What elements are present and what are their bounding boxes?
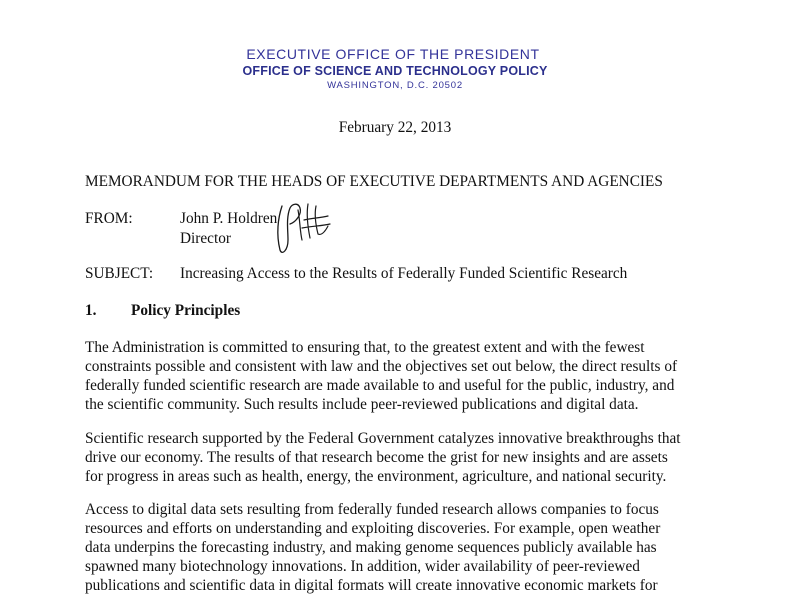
paragraph-line: The Administration is committed to ensuring that, to the greatest extent and with the fewest: [85, 339, 645, 356]
paragraph-line: Scientific research supported by the Federal Government catalyzes innovative breakthroughs that: [85, 430, 681, 447]
paragraph-line: constraints possible and consistent with law and the objectives set out below, the direct results of: [85, 358, 678, 375]
letterhead-agency: OFFICE OF SCIENCE AND TECHNOLOGY POLICY: [242, 64, 548, 78]
paragraph-2: [85, 429, 725, 486]
memo-recipients: MEMORANDUM FOR THE HEADS OF EXECUTIVE DEPARTMENTS AND AGENCIES: [85, 173, 663, 190]
paragraph-line: spawned many biotechnology innovations. In addition, wider availability of peer-reviewed: [85, 558, 640, 575]
from-title: Director: [180, 230, 231, 247]
paragraph-3: [85, 500, 725, 595]
paragraph-line: data underpins the forecasting industry, and making genome sequences publicly available has: [85, 539, 657, 556]
memo-date: February 22, 2013: [338, 119, 452, 136]
handwritten-signature: [272, 200, 334, 256]
paragraph-line: Access to digital data sets resulting from federally funded research allows companies to focus: [85, 501, 659, 518]
section-number: 1.: [85, 302, 97, 319]
subject-text: Increasing Access to the Results of Federally Funded Scientific Research: [180, 265, 628, 282]
paragraph-line: drive our economy. The results of that research become the grist for new insights and are assets: [85, 449, 668, 466]
paragraph-line: resources and efforts on understanding and exploiting discoveries. For example, open weather: [85, 520, 661, 537]
paragraph-1: [85, 338, 725, 414]
from-label: FROM:: [85, 210, 133, 227]
paragraph-line: federally funded scientific research are made available to and useful for the public, industry, and: [85, 377, 675, 394]
paragraph-line: publications and scientific data in digital formats will create innovative economic markets for: [85, 577, 658, 594]
letterhead-address: WASHINGTON, D.C. 20502: [327, 80, 463, 91]
section-title: Policy Principles: [131, 302, 241, 319]
letterhead-office: EXECUTIVE OFFICE OF THE PRESIDENT: [246, 46, 540, 62]
paragraph-line: the scientific community. Such results include peer-reviewed publications and digital data.: [85, 396, 639, 413]
paragraph-line: for progress in areas such as health, energy, the environment, agriculture, and national security.: [85, 468, 667, 485]
subject-label: SUBJECT:: [85, 265, 154, 282]
from-name: John P. Holdren: [180, 210, 278, 227]
